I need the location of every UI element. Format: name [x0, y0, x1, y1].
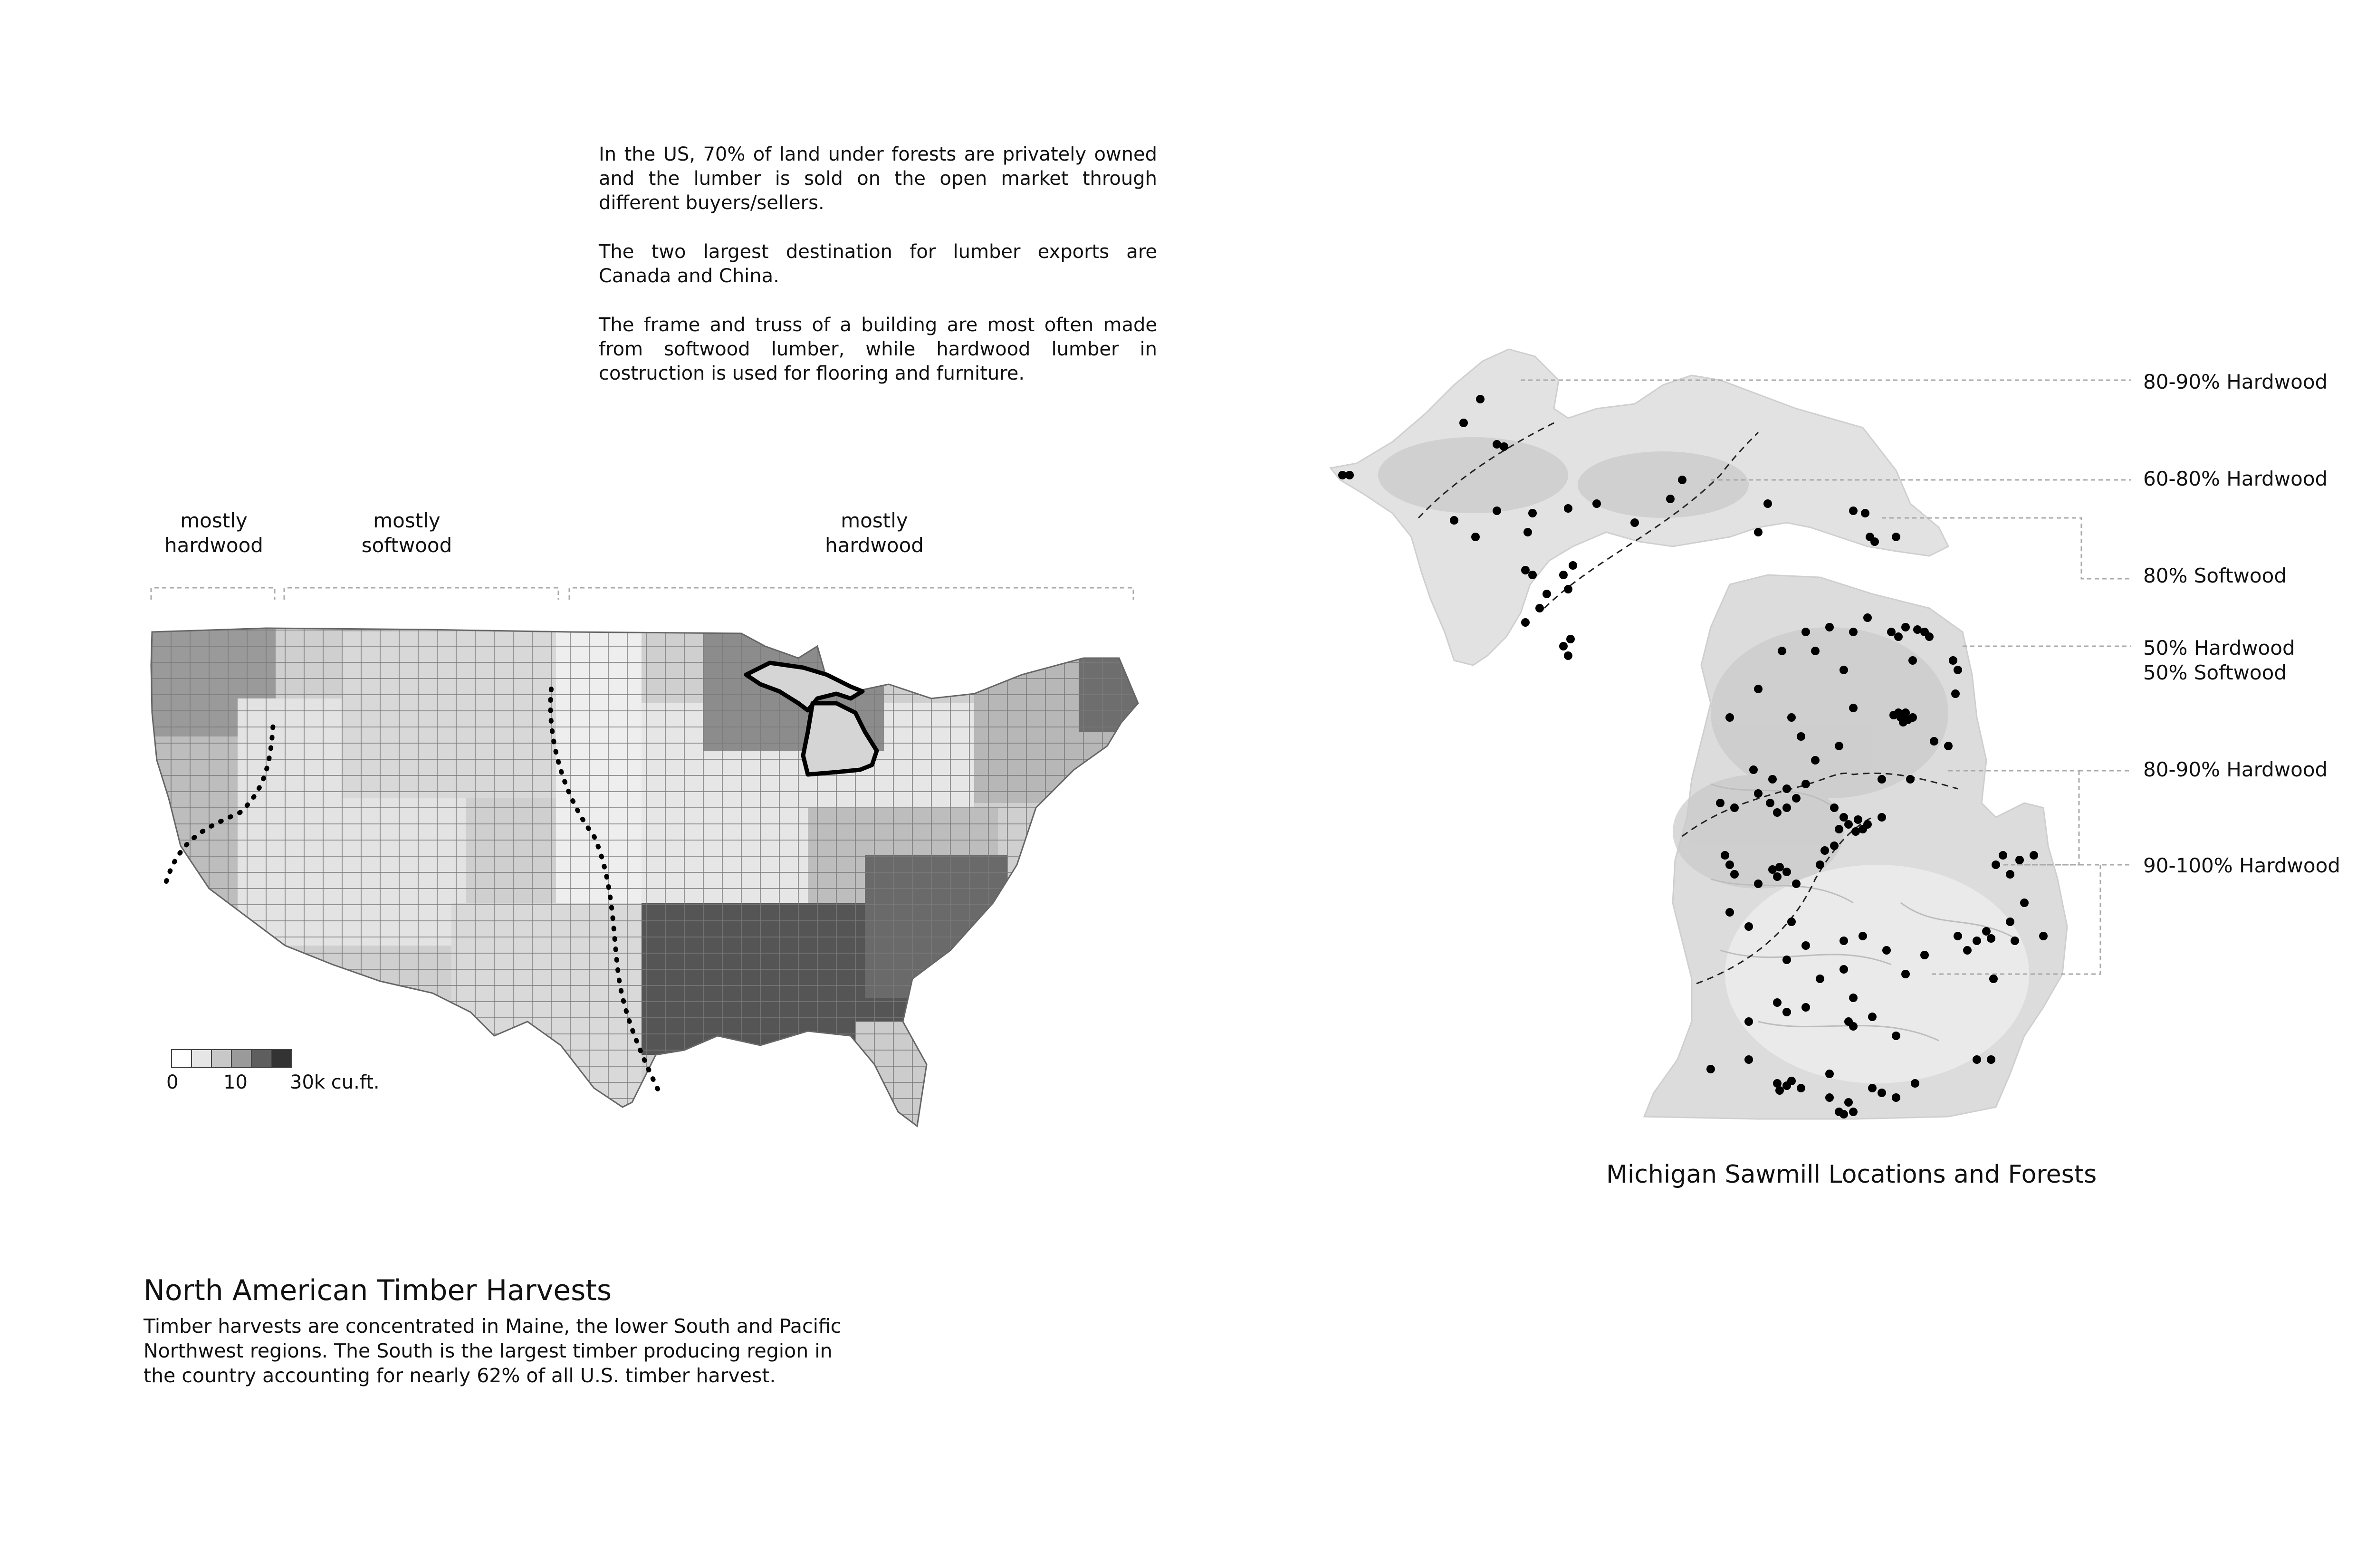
legend-tick-30k: 30k cu.ft. — [290, 1071, 380, 1093]
forest-label-60-80-hardwood: 60-80% Hardwood — [2143, 467, 2328, 490]
us-map-title: North American Timber Harvests — [144, 1274, 612, 1307]
forest-label-80-softwood: 80% Softwood — [2143, 564, 2287, 587]
legend-tick-0: 0 — [166, 1071, 179, 1093]
legend-tick-10: 10 — [223, 1071, 248, 1093]
forest-label-80-90-hardwood-up: 80-90% Hardwood — [2143, 370, 2328, 393]
us-map-description: Timber harvests are concentrated in Maine, the lower South and Pacific Northwest regions. The South is the largest timber producing region in the country accounting for nearly 62% of all U.S. timber harvest. — [144, 1315, 842, 1387]
region-label-west-hardwood: mostly hardwood — [164, 509, 263, 557]
forest-label-50-50: 50% Hardwood 50% Softwood — [2143, 636, 2295, 684]
michigan-map-title: Michigan Sawmill Locations and Forests — [1606, 1160, 2097, 1189]
intro-paragraph-3: The frame and truss of a building are most often made from softwood lumber, while hardwood lumber in costruction is used for flooring and furniture. — [599, 314, 1157, 384]
intro-paragraph-2: The two largest destination for lumber exports are Canada and China. — [599, 241, 1157, 287]
forest-label-80-90-hardwood-lp: 80-90% Hardwood — [2143, 758, 2328, 781]
region-label-softwood: mostly softwood — [361, 509, 452, 557]
region-label-east-hardwood: mostly hardwood — [825, 509, 924, 557]
intro-paragraph-1: In the US, 70% of land under forests are privately owned and the lumber is sold on the open market through different buyers/sellers. — [599, 143, 1157, 214]
forest-label-90-100-hardwood: 90-100% Hardwood — [2143, 854, 2340, 877]
